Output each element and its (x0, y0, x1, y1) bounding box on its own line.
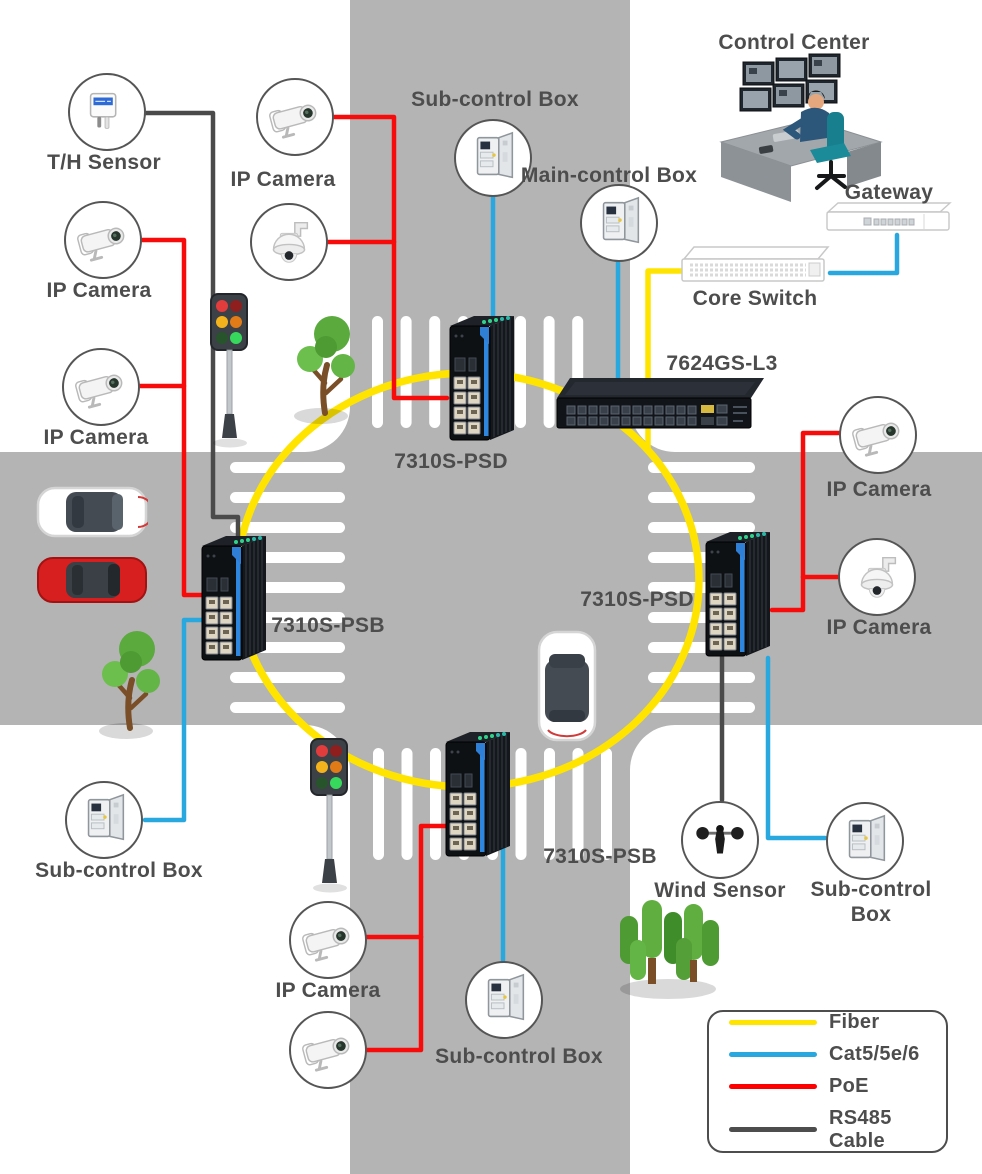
cat5-gateway-line (830, 235, 897, 273)
ip-camera-node (64, 201, 142, 279)
ip-camera-node (289, 901, 367, 979)
tree-cluster-illustration (606, 888, 736, 1003)
ip-camera-label: IP Camera (275, 979, 381, 1002)
sub-control-box-node (465, 961, 543, 1039)
control-cabinet-icon (75, 791, 133, 849)
ip-camera-node (62, 348, 140, 426)
sub-control-box-node (826, 802, 904, 880)
cat5-line-swatch (729, 1052, 817, 1057)
switch-7310s-psb-bottom (440, 730, 520, 865)
legend-label: Fiber (829, 1010, 880, 1033)
bullet-camera-icon (74, 211, 132, 269)
main-control-box-label: Main-control Box (520, 164, 698, 187)
th-sensor-icon (78, 83, 136, 141)
bullet-camera-icon (266, 88, 324, 146)
switch-7310s-psd-right (700, 530, 780, 665)
traffic-light (308, 737, 352, 897)
traffic-light (208, 292, 252, 452)
ip-camera-label: IP Camera (826, 616, 932, 639)
white-car (36, 484, 148, 540)
tree-illustration (90, 618, 170, 743)
core-switch-device (678, 243, 830, 288)
white-car-center (535, 630, 599, 742)
switch-7310s-psd-top (444, 314, 524, 449)
bullet-camera-icon (72, 358, 130, 416)
ip-camera-label: IP Camera (230, 168, 336, 191)
legend-item-fiber (729, 1011, 946, 1034)
legend-item-poe (729, 1075, 946, 1098)
sub-control-box-label-line2: Box (850, 903, 892, 926)
control-cabinet-icon (836, 812, 894, 870)
switch-left-label: 7310S-PSB (271, 614, 385, 637)
wind-sensor-node (681, 801, 759, 879)
sub-control-box-label: Sub-control Box (35, 859, 203, 882)
tree-illustration (285, 303, 365, 428)
poe-line-swatch (729, 1084, 817, 1089)
control-center-label: Control Center (718, 31, 870, 54)
legend-label: PoE (829, 1074, 869, 1097)
ip-camera-label: IP Camera (46, 279, 152, 302)
bullet-camera-icon (849, 406, 907, 464)
bullet-camera-icon (299, 1021, 357, 1079)
ip-camera-node (839, 396, 917, 474)
wind-sensor-icon (691, 811, 749, 869)
switch-bottom-label: 7310S-PSB (543, 845, 657, 868)
sub-control-box-label (801, 878, 941, 928)
core-switch-7624gs-l3-device (555, 372, 765, 434)
bullet-camera-icon (299, 911, 357, 969)
legend-label: Cat5/5e/6 (829, 1042, 920, 1065)
ip-camera-node (289, 1011, 367, 1089)
ip-camera-label: IP Camera (826, 478, 932, 501)
sub-control-box-label: Sub-control Box (411, 88, 579, 111)
switch-top-label: 7310S-PSD (394, 450, 508, 473)
switch-right-label: 7310S-PSD (580, 588, 694, 611)
gateway-device (824, 200, 952, 234)
control-cabinet-icon (590, 194, 648, 252)
legend-label: RS485 Cable (829, 1106, 892, 1152)
sub-control-box-label: Sub-control Box (435, 1045, 603, 1068)
rs485-line-swatch (729, 1127, 817, 1132)
sub-control-box-node (65, 781, 143, 859)
legend-item-rs485 (729, 1107, 946, 1153)
legend-item-cat5 (729, 1043, 946, 1066)
control-cabinet-icon (475, 971, 533, 1029)
ptz-camera-node (838, 538, 916, 616)
th-sensor-label: T/H Sensor (47, 151, 161, 174)
switch-7624gs-l3-label: 7624GS-L3 (666, 352, 778, 375)
ptz-camera-icon (260, 213, 318, 271)
main-control-box-node (580, 184, 658, 262)
wind-sensor-label: Wind Sensor (654, 879, 786, 902)
sub-control-box-label-line1: Sub-control (810, 878, 932, 902)
red-car (36, 555, 148, 605)
core-switch-label: Core Switch (692, 287, 818, 310)
control-cabinet-icon (464, 129, 522, 187)
fiber-line-swatch (729, 1020, 817, 1025)
ip-camera-label: IP Camera (43, 426, 149, 449)
ptz-camera-node (250, 203, 328, 281)
gateway-label: Gateway (844, 181, 934, 204)
th-sensor-node (68, 73, 146, 151)
switch-7310s-psb-left (196, 534, 276, 669)
ip-camera-node (256, 78, 334, 156)
ptz-camera-icon (848, 548, 906, 606)
legend (707, 1010, 948, 1153)
